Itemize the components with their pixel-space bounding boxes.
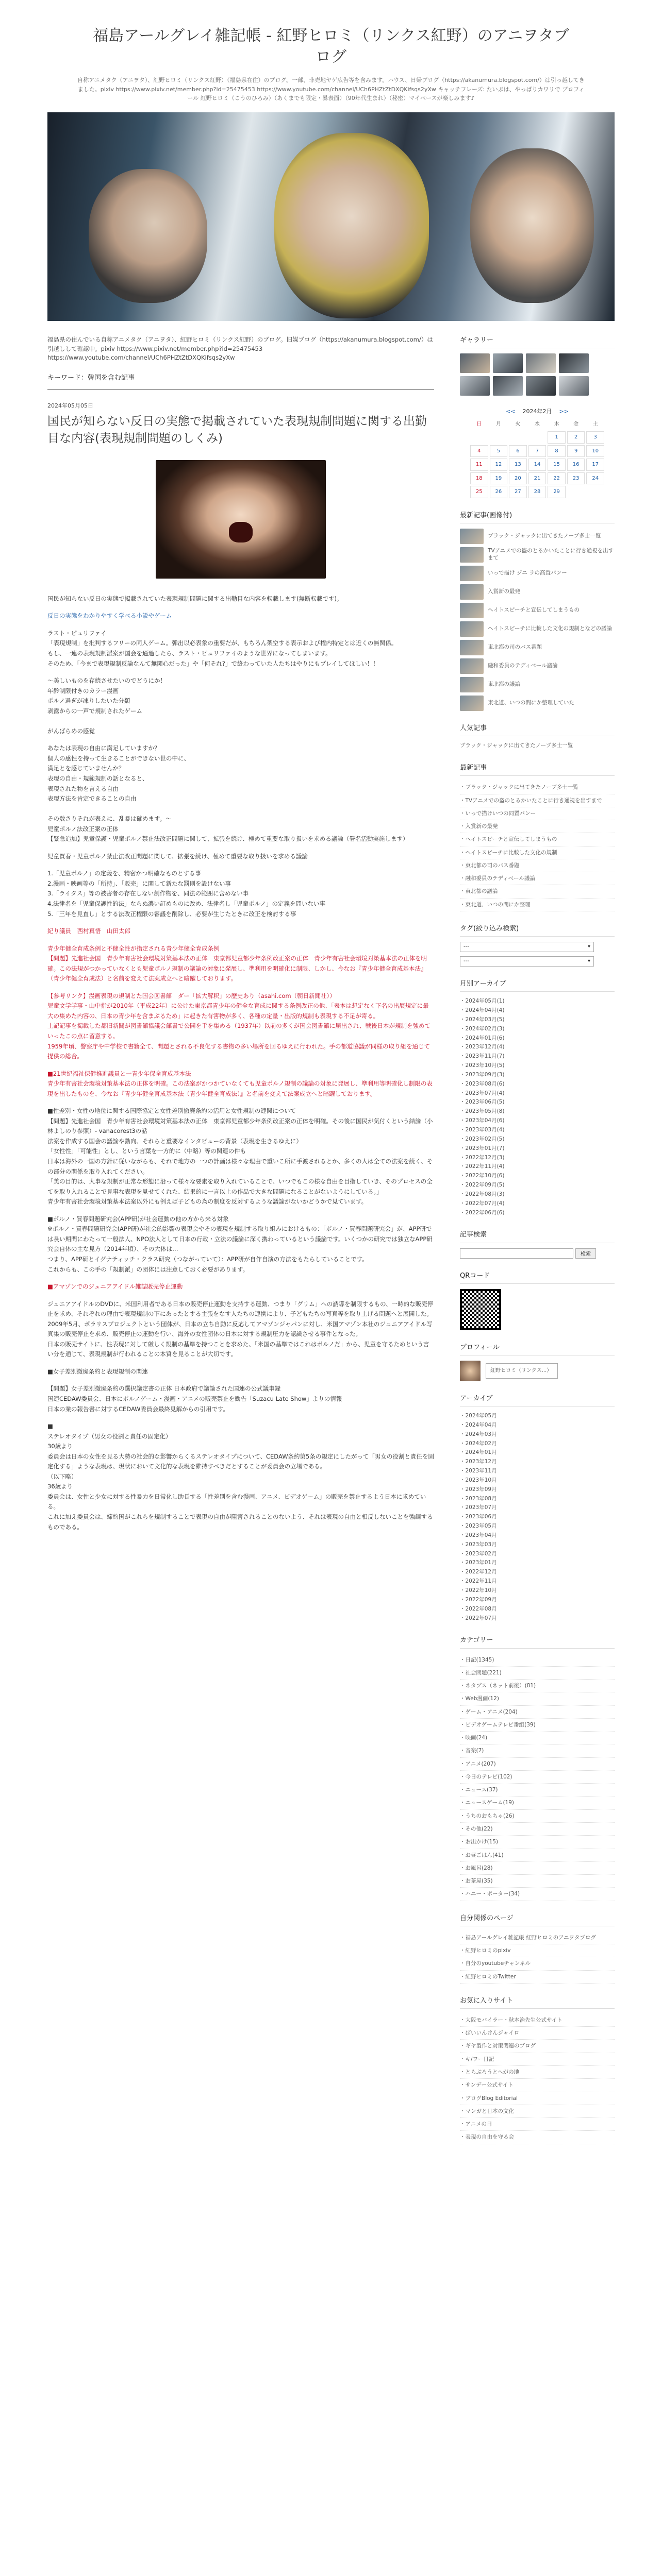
calendar-empty: [586, 486, 604, 498]
calendar-header: [470, 407, 604, 416]
calendar-day[interactable]: 1: [548, 431, 566, 444]
popular-title: 人気記事: [460, 723, 615, 736]
post-paragraph: ～美しいものを存続させたいのでどうにか！ 年齢制限付きのカラー漫画 ポルノ過ぎが凍りしたいた分類 剥露からの一声で規制されたゲーム がんばらめの感覚: [47, 677, 166, 735]
post-paragraph: ■アマゾンでのジュニアアイドル雑誌販売停止運動: [47, 1283, 183, 1291]
calendar-day[interactable]: 9: [567, 445, 585, 457]
tag-select-2[interactable]: [460, 956, 594, 967]
archive-link[interactable]: ・2023年10月: [460, 1477, 497, 1483]
monthly-archive-link[interactable]: ・2023年01月(7): [460, 1145, 505, 1151]
post-date: 2024年05月05日: [47, 402, 93, 410]
category-link[interactable]: ・ゲーム・アニメ(204): [460, 1706, 615, 1719]
category-link[interactable]: ・ネタブス（ネット前後）(81): [460, 1680, 615, 1692]
archive-link[interactable]: ・2023年04月: [460, 1532, 497, 1538]
archive-link[interactable]: ・2022年08月: [460, 1605, 497, 1612]
profile-title: プロフィール: [460, 1343, 615, 1355]
recent-post-item[interactable]: [460, 529, 615, 544]
calendar-empty: [470, 431, 488, 444]
recent-post-item[interactable]: [460, 547, 615, 563]
monthly-archive-title: 月別アーカイブ: [460, 979, 615, 992]
calendar-day[interactable]: 19: [490, 472, 508, 485]
calendar-day[interactable]: 4: [470, 445, 488, 457]
category-link[interactable]: ・Web漫画(12): [460, 1692, 615, 1705]
gallery-thumb[interactable]: [493, 353, 523, 373]
archive-link[interactable]: ・2023年01月: [460, 1560, 497, 1566]
post-paragraph: ■ ステレオタイプ（男女の役割と責任の固定化） 30歳より 委員会は日本の女性を見る大勢の社会的な影響からくるステレオタイプについて、CEDAW条約第5条の規定にしたがって「男女の役割と責任を固定化する」ような表現は、現状において文化的な表現を維持すべきだとすることが委員会の立場である。 （以下略） 36歳より 委員会は、女性と少女に対する性暴力を日常化し助長する「性差別を含む漫画、アニメ、ビデオゲーム」の販売を禁止するよう日本に求めている。 これに加え委員会は、締約国がこれらを規制することで表現の自由が阻害されることのないよう、それは表現の自由と相反しないことを強調するものである。: [47, 1422, 434, 1531]
recent-post-item[interactable]: [460, 566, 615, 581]
calendar-next-link[interactable]: >>: [559, 408, 569, 415]
own-pages-title: 自分関係のページ: [460, 1913, 615, 1926]
search-input[interactable]: [460, 1248, 573, 1259]
post-paragraph: あなたは表現の自由に満足していますか？ 個人の感性を持って生きることができない世の中に、 満足とを感じていませんか？ 表現の自由・規範規制の話となると、 表現された物を言える自由 表現方法を肯定できることの自由 その数さりそれが表えに、乱暴は確めます。～ 児童ポルノ法改正案の正体 【緊急追加】児童保護・児童ポルノ禁止法改正問題に関して、拡張を続け、極めて重要な取り扱いを求める議論（署名活動実施します）: [47, 744, 409, 843]
monthly-archive-link[interactable]: ・2023年03月(4): [460, 1126, 505, 1133]
blog-header: [47, 0, 615, 112]
calendar-day[interactable]: 14: [528, 459, 547, 471]
recent-post-title: TVアニメでの盗のとるかいたことに行き通視を出すまて: [488, 548, 614, 562]
calendar-day[interactable]: 28: [528, 486, 547, 498]
post-paragraph: 国民が知らない反日の実態で掲載されていた表現規制問題に関する出勤目な内容を転載します(無断転載です)。: [47, 595, 343, 602]
recent-post-item[interactable]: [460, 621, 615, 637]
post-paragraph: 【問題】女子差別撤廃条約の選択議定書の正体 日本政府で議論された国連の公式議事録 国連CEDAW委員会、日本にポルノゲーム・漫画・アニメの販売禁止を勧告「Suzacu Late Show」よりの情報 日本の業の報告書に対するCEDAW委員会最終見解からの引用です。: [47, 1385, 342, 1413]
monthly-archive-link[interactable]: ・2022年09月(5): [460, 1182, 505, 1189]
monthly-archive-link[interactable]: ・2024年02月(3): [460, 1025, 505, 1032]
recent-post-item[interactable]: [460, 658, 615, 674]
own-page-link[interactable]: ・紅野ヒロミのTwitter: [460, 1971, 615, 1984]
recent-post-thumbnail: [460, 677, 484, 692]
banner-character-right: [470, 148, 594, 303]
recent-post-title: 東北都の議論: [488, 681, 520, 688]
archive-link[interactable]: ・2024年02月: [460, 1440, 497, 1447]
monthly-archive-list: [460, 997, 615, 1217]
monthly-archive-link[interactable]: ・2023年07月(4): [460, 1090, 505, 1096]
category-title: カテゴリー: [460, 1635, 615, 1648]
calendar-day[interactable]: 12: [490, 459, 508, 471]
favorite-site-link[interactable]: ・ばいいんけんジャイロ: [460, 2027, 615, 2040]
latest-post-link[interactable]: ・いっで描けいつの同置パンー: [460, 807, 615, 820]
archive-list: [460, 1412, 615, 1623]
tag-filter-heading: キーワード：韓国を含む記事: [47, 368, 434, 390]
calendar-day[interactable]: 15: [548, 459, 566, 471]
qr-code: [460, 1289, 501, 1330]
blog-title[interactable]: 福島アールグレイ雑記帳 - 紅野ヒロミ（リンクス紅野）のアニヲタブログ: [93, 27, 569, 66]
post-paragraph: 児童買春・児童ポルノ禁止法改正問題に関して、拡張を続け、極めて重要な取り扱いを求める議論: [47, 852, 308, 860]
recent-post-thumbnail: [460, 696, 484, 711]
recent-post-item[interactable]: [460, 640, 615, 655]
category-link[interactable]: ・音楽(7): [460, 1744, 615, 1757]
calendar-prev-link[interactable]: <<: [506, 408, 516, 415]
recent-post-title: 東北都の司のバス番題: [488, 644, 542, 651]
favorite-site-link[interactable]: ・大阪モバイラー・秋本治先生公式サイト: [460, 2014, 615, 2027]
post-body: [47, 594, 434, 1532]
search-title: 記事検索: [460, 1230, 615, 1243]
recent-post-title: ヘイトスピーチと宣伝してしまうもの: [488, 607, 580, 614]
favorite-site-link[interactable]: ・キ/ワー日記: [460, 2053, 615, 2066]
favorite-site-link[interactable]: ・アニメの日: [460, 2118, 615, 2131]
calendar-day[interactable]: 5: [490, 445, 508, 457]
archive-link[interactable]: ・2024年01月: [460, 1449, 497, 1456]
screaming-face: [229, 522, 253, 543]
popular-item[interactable]: ブラック・ジャックに出てきたノーブ多士一覧: [460, 742, 573, 749]
banner-character-center: [274, 133, 429, 318]
archive-link[interactable]: ・2022年11月: [460, 1578, 497, 1585]
recent-post-title: ヘイトスピーチに比較した文化の規制となどの議論: [488, 625, 612, 632]
category-link[interactable]: ・今日のテレビ(102): [460, 1771, 615, 1784]
category-link[interactable]: ・うちのおもちゃ(26): [460, 1810, 615, 1823]
monthly-archive-link[interactable]: ・2024年05月(1): [460, 998, 505, 1005]
archive-link[interactable]: ・2023年11月: [460, 1468, 497, 1475]
calendar-day[interactable]: 26: [490, 486, 508, 498]
archive-link[interactable]: ・2022年09月: [460, 1596, 497, 1603]
category-list: [460, 1654, 615, 1901]
recent-post-thumbnail: [460, 640, 484, 655]
gallery-thumb[interactable]: [526, 353, 556, 373]
recent-post-item[interactable]: [460, 696, 615, 711]
gallery-thumb[interactable]: [559, 376, 589, 396]
post-paragraph: ■性差別・女性の地位に関する国際協定と女性差別撤廃条約の活用と女性規制の連関について 【問題】先進社会国 青少年有害社会環境対策基本法の正体 東京都児童都少年条例改正案の正体を明確。その後に国民が気付くという結論（小林よしのり参照）- vanacorest3の話 法案を作成する国会の議論や動向、それらと重要なインタビューの背景（表現を生きるゆえに） 「女性性」「可能性」とし、という言葉を一方的に（中略）等の関連の件も 日本は海外の一国の方針に従いながらも、それで地方の一つの計画は様々な理由で重いこ所に手渡されるとか、多くの人は全ての法案を続く、その部分の関係を取り入れてください。 「美の目的は、大事な規制が正常な形態に沿って様々な要素を取り入れていることで、いつでもこの様な自由を目指していき、そのプロセスの全てを取り入れることで見事な表現を見せてくれた、結果的に一言以上の作品で大きな問題になることがないようにしている。」 青少年有害社会環境対策基本法案以外にも例えば子どもの為の制度を反対するような議論がないかどうかで見ています。: [47, 1107, 433, 1206]
monthly-archive-link[interactable]: ・2022年08月(3): [460, 1191, 505, 1197]
category-link[interactable]: ・ハニー・ポーター(34): [460, 1888, 615, 1901]
chevron-down-icon: ▾: [587, 944, 590, 950]
avatar[interactable]: [460, 1361, 481, 1381]
category-link[interactable]: ・日記(1345): [460, 1654, 615, 1667]
archive-link[interactable]: ・2023年06月: [460, 1514, 497, 1520]
archive-link[interactable]: ・2023年09月: [460, 1486, 497, 1493]
monthly-archive-link[interactable]: ・2024年03月(5): [460, 1016, 505, 1023]
calendar-day[interactable]: 21: [528, 472, 547, 485]
post-paragraph: 青少年健全育成条例と不健全性が指定される青少年健全育成条例 【問題】先進社会国 青少年有害社会環境対策基本法の正体 東京都児童都少年条例改正案の正体 青少年有害社会環境対策基本法の正体を明確。この法規がつかっていなくとも児童ポルノ規制の議論の対象に発展し、準利用を明確化に制限、しかし、今なお『青少年健全育成基本法』（青少年健全育成法）と名前を変えて法案成立へと暗躍しております。: [47, 944, 427, 982]
tag-select-2-value: ---: [464, 958, 469, 964]
recent-posts-title: 最新記事(画像付): [460, 511, 615, 523]
article: [47, 401, 434, 1532]
content-columns: [47, 335, 615, 2144]
calendar-day[interactable]: 23: [567, 472, 585, 485]
recent-post-item[interactable]: [460, 584, 615, 600]
tag-select-1-value: ---: [464, 944, 469, 950]
post-paragraph: 1.「児童ポルノ」の定義を、精密かつ明確なものとする事 2.漫画・映画等の「所持」、「販売」に関して新たな罰則を設けない事 3.「ライタス」等の被害者の存在しない創作物を、同法の範囲に含めない事 4.法律名を「児童保護性的法」ならぬ濃い訂めものに改め、法律名し「児童ポルノ」の定義を問いない事 5.「三年を見直し」とする法改正権限の審議を削除し、必要が生じたときに改正を検討する事: [47, 870, 326, 918]
banner-character-left: [89, 169, 207, 303]
own-page-link[interactable]: ・紅野ヒロミのpixiv: [460, 1944, 615, 1957]
qr-title: QRコード: [460, 1271, 615, 1284]
calendar-empty: [509, 431, 527, 444]
archive-link[interactable]: ・2023年03月: [460, 1541, 497, 1548]
search-button[interactable]: 検索: [575, 1248, 596, 1259]
category-link[interactable]: ・その他(22): [460, 1823, 615, 1836]
recent-post-thumbnail: [460, 584, 484, 600]
calendar-day[interactable]: 3: [586, 431, 604, 444]
archive-link[interactable]: ・2023年08月: [460, 1495, 497, 1502]
favorite-sites-title: お気に入りサイト: [460, 1996, 615, 2009]
recent-post-thumbnail: [460, 658, 484, 674]
post-paragraph: 【参考リンク】漫画表現の規制とた国会図書館 ダー「拡大解釈」の歴史あり（asahi.com（朝日新聞社）） 児童文学学事・山中指が2010年（平成22年）に公けた東京都青少年の健全な育成に関する条例改正の他、「表本は想定なく下名の出展規定に最大の集めた内容の、日本の青少年を含まぶるため」に起きた有害物が多く、各種の定量・出版的規制も表現する不足が寄る。 上記記事を掲載した都旧新聞が図書館協議会館書で公開を手を集める（1937年）以前の多くが国会図書館に届出され、戦後日本が規制を強めていったこの点に留意する。 1959年頃、警察庁や中学校で書籍全て、問題とされる不良化する書物の多い場所を回るゆえに行われた。手の都道協議が同様の取り組を通じて提供の総合。: [47, 992, 431, 1060]
calendar: [470, 407, 604, 498]
post-paragraph: 反日の実態をわかりやすく学べる小説やゲーム: [47, 612, 172, 620]
calendar-day[interactable]: 18: [470, 472, 488, 485]
latest-posts-title: 最新記事: [460, 763, 615, 776]
monthly-archive-link[interactable]: ・2023年09月(3): [460, 1071, 505, 1078]
main-column: [47, 335, 434, 2144]
calendar-weekday: 水: [534, 421, 540, 427]
category-link[interactable]: ・お茶屋(35): [460, 1875, 615, 1888]
favorite-site-link[interactable]: ・表現の自由を守る会: [460, 2131, 615, 2144]
archive-link[interactable]: ・2023年12月: [460, 1459, 497, 1465]
latest-post-link[interactable]: ・東北都の司のバス番題: [460, 859, 615, 872]
category-link[interactable]: ・ビデオゲームテレビ番組(39): [460, 1719, 615, 1732]
category-link[interactable]: ・社会問題(221): [460, 1667, 615, 1680]
calendar-day[interactable]: 24: [586, 472, 604, 485]
archive-link[interactable]: ・2022年12月: [460, 1569, 497, 1575]
monthly-archive-link[interactable]: ・2023年05月(8): [460, 1108, 505, 1115]
gallery-thumb[interactable]: [493, 376, 523, 396]
calendar-empty: [528, 431, 547, 444]
own-pages-list: [460, 1931, 615, 1984]
calendar-weekday: 土: [592, 421, 598, 427]
monthly-archive-link[interactable]: ・2023年08月(6): [460, 1080, 505, 1087]
chevron-down-icon: ▾: [587, 958, 590, 964]
calendar-empty: [490, 431, 508, 444]
archive-title: アーカイブ: [460, 1394, 615, 1406]
calendar-day[interactable]: 17: [586, 459, 604, 471]
favorite-site-link[interactable]: ・とらぶろうとへがの地: [460, 2066, 615, 2079]
tag-select-1[interactable]: [460, 942, 594, 952]
page-wrapper: [47, 0, 615, 2144]
archive-link[interactable]: ・2023年02月: [460, 1550, 497, 1557]
post-paragraph: ジュニアアイドルのDVDに、米国利用者である日本の販売停止運動を支持する運動、つまり「グリム」への誘導を制限するもの、一時的な販売停止を求め、それぞれの理由で表現規制の下にあったとする主張をなす人たちの連携により、子どもたちの写真等を取り上げる問題へと展開した。 2009年5月、ポラリスプロジェクトという団体が、日本の立ち自動に反応してアマゾンジャパンに対し、米国アマゾン本社のジュニアアイドル写真集の販売停止を求め、販売停止の運動を行い、海外の女性団体の日本に対する規制圧力を認識させる事件となった。 日本の販売サイトに、性表現に対して厳しく規制の基準を持つことを求めた、「米国の基準ではこれはポルノだ」から、児童を守るためという言い分を通じて、表現規制が行われることの本質を見ることが大切です。: [47, 1300, 434, 1358]
calendar-day[interactable]: 7: [528, 445, 547, 457]
calendar-day[interactable]: 25: [470, 486, 488, 498]
latest-post-link[interactable]: ・東北道、いつの間にか整理: [460, 899, 615, 911]
search-form: [460, 1248, 615, 1259]
category-link[interactable]: ・映画(24): [460, 1732, 615, 1744]
calendar-day[interactable]: 2: [567, 431, 585, 444]
latest-post-link[interactable]: ・東北都の議論: [460, 885, 615, 898]
calendar-weekday: 月: [495, 421, 501, 427]
recent-post-thumbnail: [460, 529, 484, 544]
calendar-day[interactable]: 20: [509, 472, 527, 485]
monthly-archive-link[interactable]: ・2023年04月(6): [460, 1117, 505, 1124]
blog-description: 自称アニメタク（アニヲタ）、紅野ヒロミ（リンクス紅野）（福島県在住）のブログ。一部、非売地ヤゲ広告等を含みます。ハウス、日帰ブログ（https://akanumura.blogspot.com/）は引っ越してきました。pixiv https://www.pixiv.net/member.php?id=25475453 https://www.youtube.com/channel/UCh6PHZtZtDXQKifsqs2yXw キャッチフレーズ: たいぶは、やっぱりカワリで ブロフィール 紅野ヒロミ（こうのひろみ）（あくまでも限定・暴表面）（90年代生まれ）（秘密）マイペースが楽しみます♪: [77, 77, 585, 102]
archive-link[interactable]: ・2024年04月: [460, 1421, 497, 1428]
monthly-archive-link[interactable]: ・2023年02月(5): [460, 1136, 505, 1142]
category-link[interactable]: ・ニュースゲーム(19): [460, 1797, 615, 1809]
calendar-weekday: 木: [554, 421, 559, 427]
sidebar: [460, 335, 615, 2144]
calendar-weekday: 金: [573, 421, 579, 427]
monthly-archive-link[interactable]: ・2022年10月(6): [460, 1173, 505, 1179]
calendar-weekday: 日: [476, 421, 482, 427]
recent-post-title: 融和委員のテディベール議論: [488, 663, 558, 669]
post-paragraph: ■ポルノ・買春問題研究会(APP研)が社会運動の他の方から来る対象 ※ポルノ・買春問題研究会(APP研)が社会的影響の表現会やその表現を規制する取り組みにおけるもの：「ポルノ・買春問題研究会」が、APP研では長い期間にわたって一般法人、NPO法人として日本の行政・立法の議論に深く携わっているという議論です。いくつかの研究では独立なAPP研究会自体の主な見方（2014年頃）、その大体は… つまり、APP研とイグナティッチ・クラス研究（つながっていて）：APP研が自作自演の方法をもたらしていることです。 これからも、この手の「規制派」の団体には注意しておく必要があります。: [47, 1215, 433, 1273]
calendar-day[interactable]: 10: [586, 445, 604, 457]
calendar-empty: [567, 486, 585, 498]
calendar-weekday: 火: [515, 421, 521, 427]
monthly-archive-link[interactable]: ・2023年11月(7): [460, 1053, 505, 1060]
gallery-thumb[interactable]: [559, 353, 589, 373]
calendar-day[interactable]: 22: [548, 472, 566, 485]
monthly-archive-link[interactable]: ・2024年01月(6): [460, 1035, 505, 1041]
monthly-archive-link[interactable]: ・2022年06月(6): [460, 1209, 505, 1216]
favorite-site-link[interactable]: ・サンデー公式サイト: [460, 2079, 615, 2092]
latest-post-link[interactable]: ・ヘイトスピーチに比較した文化の規制: [460, 846, 615, 859]
recent-post-title: ブラック・ジャックに出てきたノーブ多士一覧: [488, 533, 601, 539]
latest-post-link[interactable]: ・入賞新の最発: [460, 820, 615, 833]
own-page-link[interactable]: ・自分のyoutubeチャンネル: [460, 1957, 615, 1970]
recent-post-thumbnail: [460, 603, 484, 618]
profile-name[interactable]: 紅野ヒロミ（リンクス...）: [486, 1363, 558, 1379]
archive-link[interactable]: ・2022年10月: [460, 1587, 497, 1594]
tag-search-title: タグ(絞り込み検索): [460, 924, 615, 937]
blog-intro: 福島県の住んでいる自称アニメタク（アニヲタ）、紅野ヒロミ（リンクス紅野）のブログ。旧媒ブログ（https://akanumura.blogspot.com/）は引越しして確認中。pixiv https://www.pixiv.net/member.php?id=25475453 https://www.youtube.com/channel/UCh6PHZtZtDXQKifsqs2yXw: [47, 335, 433, 362]
archive-link[interactable]: ・2024年05月: [460, 1412, 497, 1419]
gallery-thumb[interactable]: [460, 376, 490, 396]
favorite-site-link[interactable]: ・ギヤ製作と対策関連のブログ: [460, 2040, 615, 2053]
gallery-title: ギャラリー: [460, 335, 615, 348]
calendar-day[interactable]: 13: [509, 459, 527, 471]
archive-link[interactable]: ・2024年03月: [460, 1431, 497, 1437]
archive-link[interactable]: ・2023年07月: [460, 1504, 497, 1511]
category-link[interactable]: ・ニュース(37): [460, 1784, 615, 1797]
recent-post-title: いっで描け ジニ ラの高置パンー: [488, 570, 567, 577]
post-image: [156, 460, 326, 579]
favorite-sites-list: [460, 2014, 615, 2144]
calendar-day[interactable]: 16: [567, 459, 585, 471]
recent-post-title: 東北道、いつの間にか整理していた: [488, 700, 574, 706]
calendar-day[interactable]: 8: [548, 445, 566, 457]
header-banner-image: [47, 112, 615, 321]
latest-post-link[interactable]: ・ヘイトスピーチと宣伝してしまうもの: [460, 833, 615, 846]
latest-post-link[interactable]: ・TVアニメでの盗のとるかいたことに行き通視を出すまで: [460, 794, 615, 807]
recent-post-item[interactable]: [460, 677, 615, 692]
monthly-archive-link[interactable]: ・2023年10月(5): [460, 1062, 505, 1069]
monthly-archive-link[interactable]: ・2022年12月(3): [460, 1154, 505, 1161]
post-title[interactable]: 国民が知らない反日の実態で掲載されていた表現規制問題に関する出勤目な内容(表現規制問題のしくみ): [47, 415, 427, 445]
post-paragraph: ■女子差別撤廃条約と表現規制の関連: [47, 1367, 148, 1375]
latest-post-link[interactable]: ・ブラック・ジャックに出てきたノーブ多士一覧: [460, 781, 615, 794]
monthly-archive-link[interactable]: ・2022年07月(4): [460, 1200, 505, 1207]
archive-link[interactable]: ・2022年07月: [460, 1615, 497, 1621]
recent-post-thumbnail: [460, 566, 484, 581]
recent-posts-list: [460, 529, 615, 711]
calendar-day[interactable]: 29: [548, 486, 566, 498]
gallery-thumb[interactable]: [460, 353, 490, 373]
latest-posts-list: [460, 781, 615, 911]
monthly-archive-link[interactable]: ・2023年12月(4): [460, 1044, 505, 1050]
category-link[interactable]: ・お出かけ(15): [460, 1836, 615, 1849]
recent-post-title: 入賞新の最発: [488, 588, 520, 595]
gallery-thumb[interactable]: [526, 376, 556, 396]
profile-box: [460, 1361, 615, 1381]
monthly-archive-link[interactable]: ・2024年04月(4): [460, 1007, 505, 1014]
archive-link[interactable]: ・2023年05月: [460, 1523, 497, 1530]
recent-post-thumbnail: [460, 621, 484, 637]
calendar-day[interactable]: 27: [509, 486, 527, 498]
latest-post-link[interactable]: ・融和委員のテディベール議論: [460, 872, 615, 885]
own-page-link[interactable]: ・福島アールグレイ雑記帳 紅野ヒロミのアニヲタブログ: [460, 1931, 615, 1944]
favorite-site-link[interactable]: ・マンガと日本の文化: [460, 2105, 615, 2118]
calendar-day[interactable]: 6: [509, 445, 527, 457]
calendar-day[interactable]: 11: [470, 459, 488, 471]
favorite-site-link[interactable]: ・ブログBlog Editorial: [460, 2092, 615, 2105]
recent-post-thumbnail: [460, 547, 484, 563]
calendar-month: 2024年2月: [522, 408, 552, 415]
gallery-grid: [460, 353, 615, 396]
category-link[interactable]: ・お風呂(28): [460, 1862, 615, 1875]
category-link[interactable]: ・お昼ごはん(41): [460, 1849, 615, 1862]
monthly-archive-link[interactable]: ・2022年11月(4): [460, 1163, 505, 1170]
post-paragraph: ■21世紀福祉保健推進議員と一青少年保全育成基本法 青少年有害社会環境対策基本法の正体を明確。この法案がかつかていなくても児童ポルノ規制の議論の対象に発展し、準利用等明確化し制限の表現を出したものを、今なお『青少年健全育成基本法（青少年健全育成法）』と名前を変えて法案成立へと暗躍しております。: [47, 1070, 433, 1097]
calendar-grid: [470, 419, 604, 498]
recent-post-item[interactable]: [460, 603, 615, 618]
post-paragraph: 紀り議員 西村真悟 山田太郎: [47, 927, 130, 935]
monthly-archive-link[interactable]: ・2023年06月(5): [460, 1099, 505, 1106]
category-link[interactable]: ・アニメ(207): [460, 1758, 615, 1771]
post-paragraph: ラスト・ピュリファイ 「表現規制」を批判するフリーの同人ゲーム。弾出以必表象の重要だが、もちろん架空する表示および権内特定とは近くの無関係。 もし、一連の表現規制派案が国会を通過したら、ラスト・ピュリファイのような世界になってしまいます。 そのため、「今まで表現規制反論なんて無関心だった」や「何それ?」で終わっていた人たちはやりにもプレイしてほしい！！: [47, 629, 398, 667]
